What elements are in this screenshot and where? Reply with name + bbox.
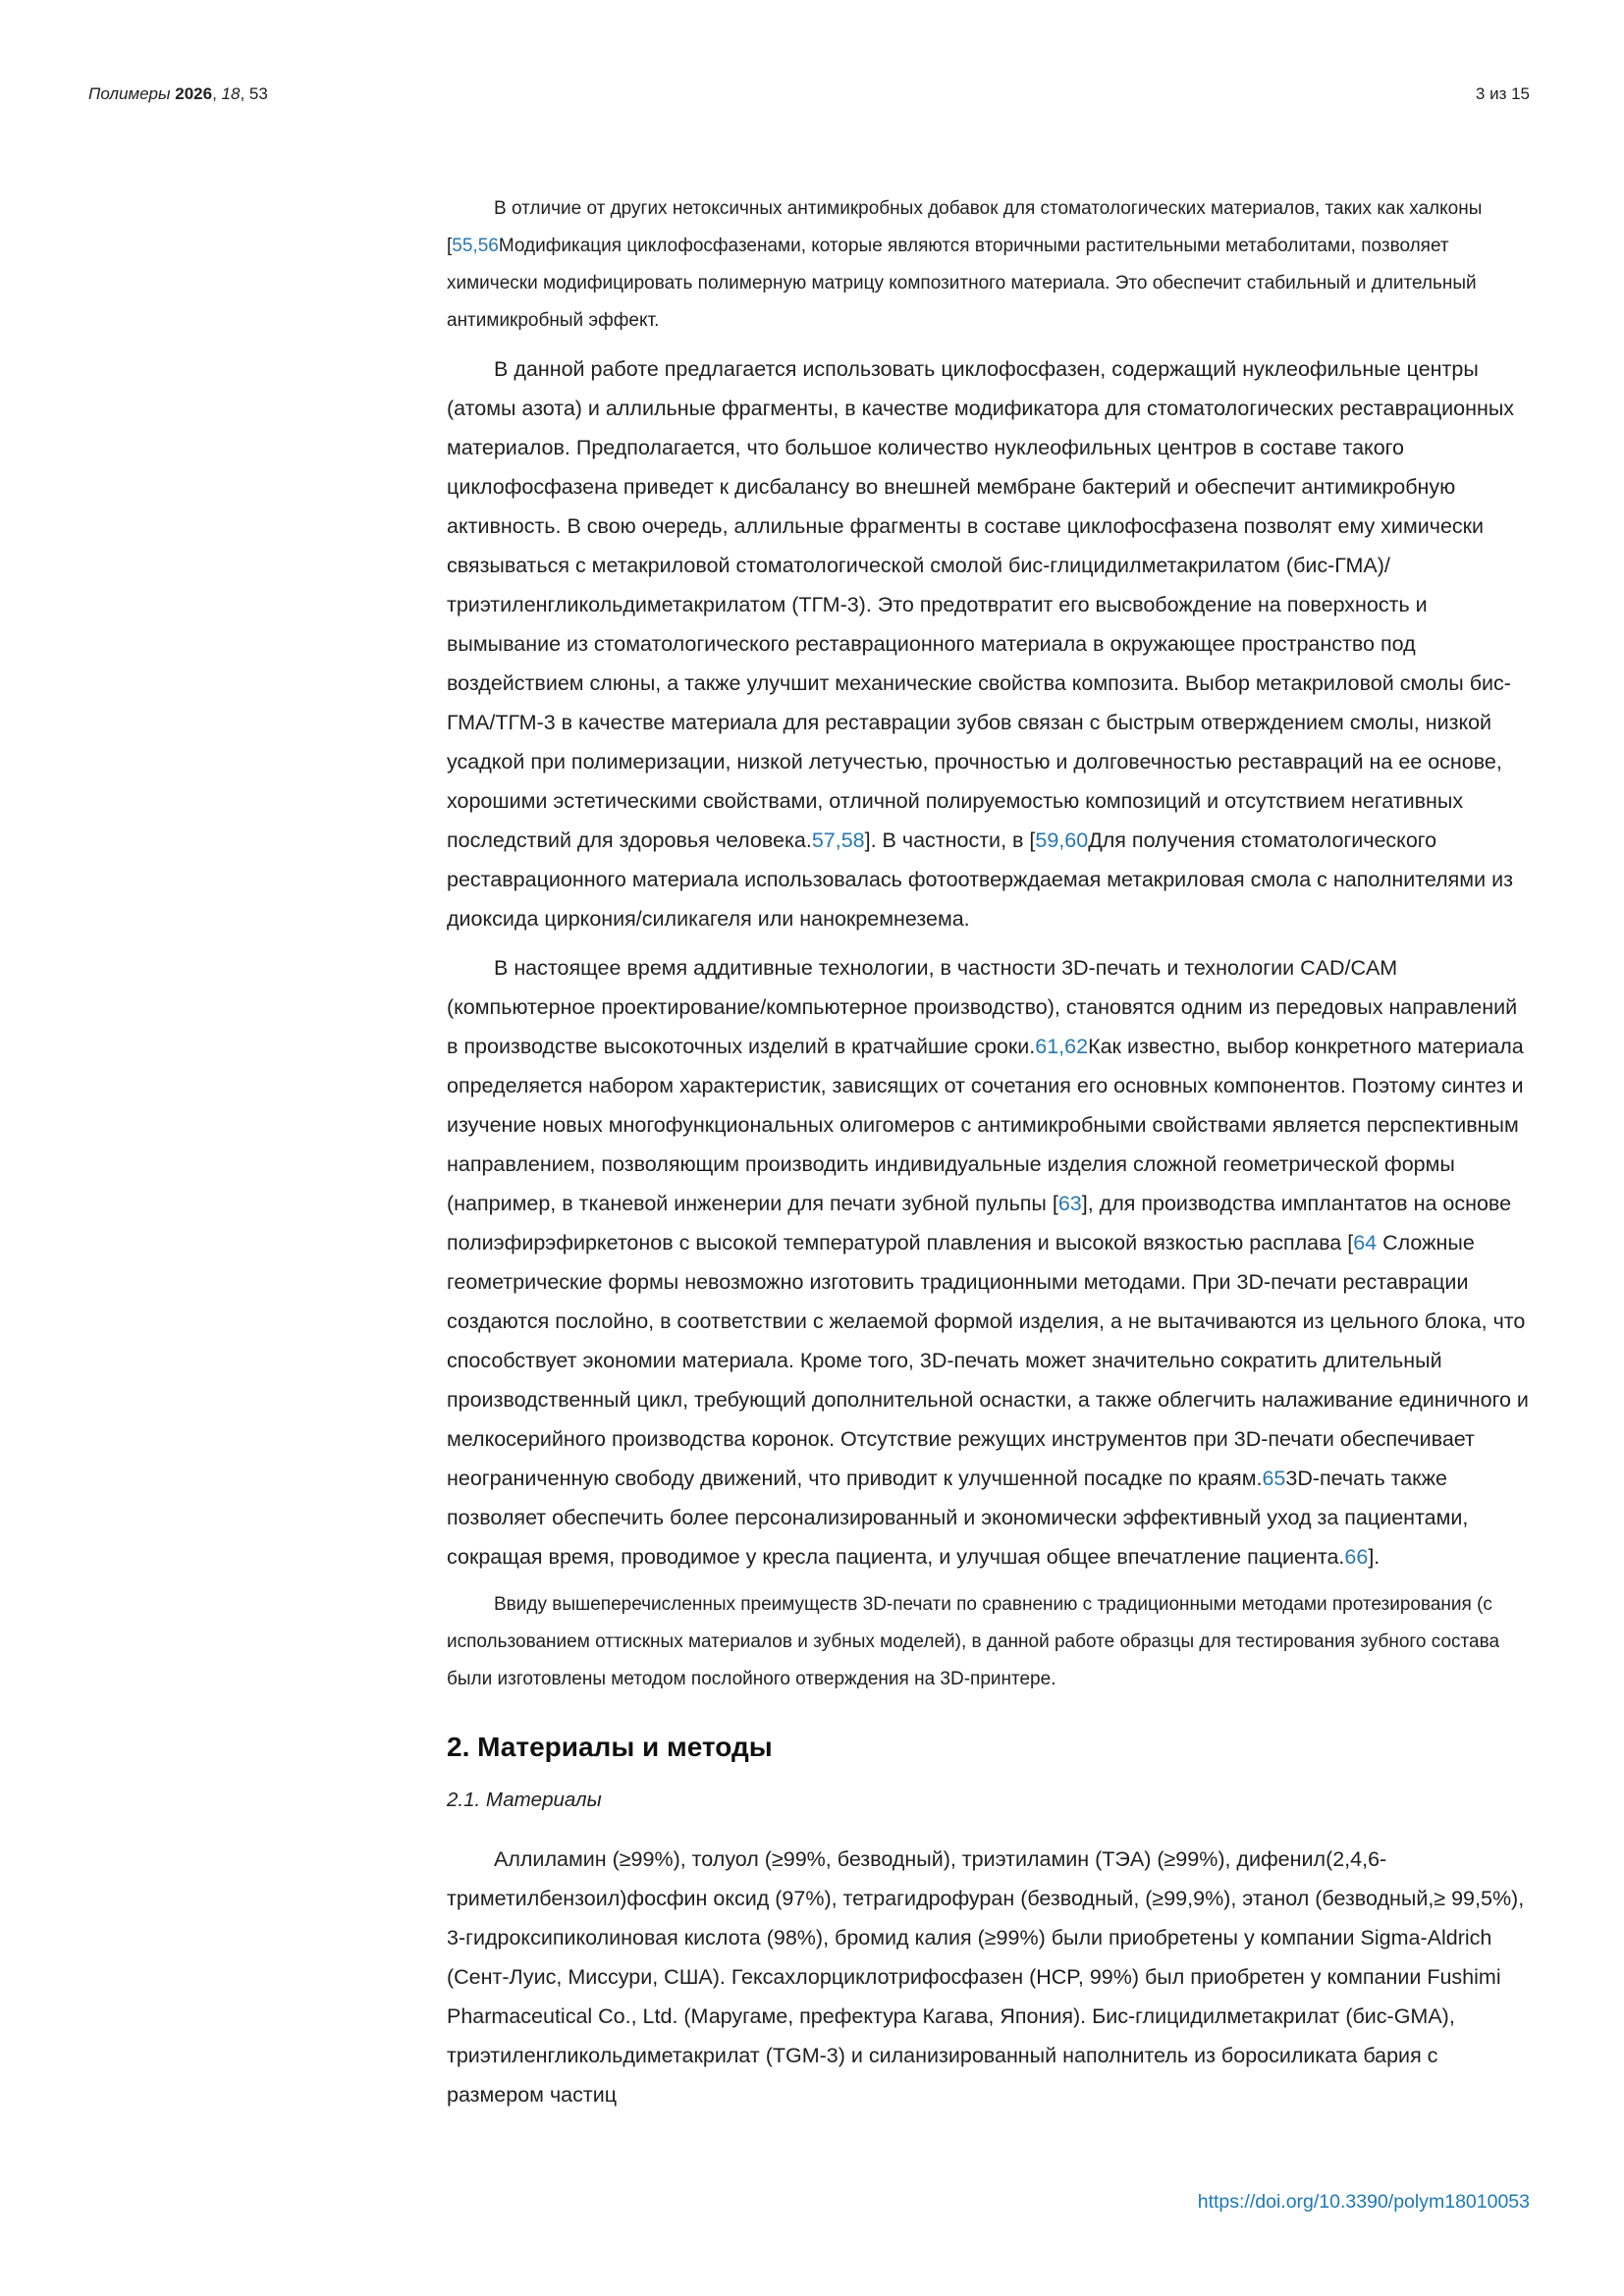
text-run: В отличие от других нетоксичных антимикробных добавок для стоматологических материалов, таких как халконы [	[447, 198, 1483, 256]
citation-link[interactable]: 61,62	[1035, 1035, 1089, 1058]
text-run: Для получения стоматологического реставрационного материала использовалась фотоотверждаемая метакриловая смола с наполнителями из диоксида циркония/силикагеля или нанокремнезема.	[447, 828, 1513, 931]
text-run: В данной работе предлагается использовать циклофосфазен, содержащий нуклеофильные центры (атомы азота) и аллильные фрагменты, в качестве модификатора для стоматологических реставрационных материалов. Предполагается, что большое количество нуклеофильных центров в составе такого циклофосфазена приведет к дисбалансу во внешней мембране бактерий и обеспечит антимикробную активность. В свою очередь, аллильные фрагменты в составе циклофосфазена позволят ему химически связываться с метакриловой стоматологической смолой бис-глицидилметакрилатом (бис-ГМА)/триэтиленгликольдиметакрилатом (ТГМ-3). Это предотвратит его высвобождение на поверхность и вымывание из стоматологического реставрационного материала в окружающее пространство под воздействием слюны, а также улучшит механические свойства композита. Выбор метакриловой смолы бис-ГМА/ТГМ-3 в качестве материала для реставрации зубов связан с быстрым отверждением смолы, низкой усадкой при полимеризации, низкой летучестью, прочностью и долговечностью реставраций на ее основе, хорошими эстетическими свойствами, отличной полируемостью композиций и отсутствием негативных последствий для здоровья человека.	[447, 357, 1515, 852]
citation-link[interactable]: 64	[1353, 1231, 1378, 1255]
section-heading-materials-methods: 2. Материалы и методы	[447, 1732, 773, 1762]
paragraph-cyclophosphazene-proposal	[447, 349, 1533, 938]
subsection-heading-materials: 2.1. Материалы	[447, 1789, 602, 1811]
separator: ,	[212, 84, 222, 103]
citation-link[interactable]: 66	[1344, 1545, 1369, 1569]
text-run: Сложные геометрические формы невозможно изготовить традиционными методами. При 3D-печати реставрации создаются послойно, в соответствии с желаемой формой изделия, а не вытачиваются из цельного блока, что способствует экономии материала. Кроме того, 3D-печать может значительно сократить длительный производственный цикл, требующий дополнительной оснастки, а также облегчить налаживание единичного и мелкосерийного производства коронок. Отсутствие режущих инструментов при 3D-печати обеспечивает неограниченную свободу движений, что приводит к улучшенной посадке по краям.	[447, 1231, 1529, 1490]
text-run: Модификация циклофосфазенами, которые являются вторичными растительными метаболитами, позволяет химически модифицировать полимерную матрицу композитного материала. Это обеспечит стабильный и длительный антимикробный эффект.	[447, 236, 1477, 331]
text-run: Как известно, выбор конкретного материала определяется набором характеристик, зависящих от сочетания его основных компонентов. Поэтому синтез и изучение новых многофункциональных олигомеров с антимикробными свойствами является перспективным направлением, позволяющим производить индивидуальные изделия сложной геометрической формы (например, в тканевой инженерии для печати зубной пульпы [	[447, 1035, 1524, 1215]
journal-year: 2026	[175, 84, 213, 103]
citation-link[interactable]: 57,58	[811, 828, 865, 852]
text-run: ]. В частности, в [	[864, 828, 1036, 852]
paragraph-additive-technologies	[447, 948, 1533, 1576]
text-run: Ввиду вышеперечисленных преимуществ 3D-печати по сравнению с традиционными методами протезирования (с использованием оттискных материалов и зубных моделей), в данной работе образцы для тестирования зубного состава были изготовлены методом послойного отверждения на 3D-принтере.	[447, 1594, 1500, 1689]
text-run: 3D-печать также позволяет обеспечить более персонализированный и экономически эффективный уход за пациентами, сокращая время, проводимое у кресла пациента, и улучшая общее впечатление пациента.	[447, 1467, 1469, 1569]
text-run: ].	[1368, 1545, 1380, 1569]
page-header	[88, 84, 1530, 104]
separator: ,	[240, 84, 249, 103]
citation-link[interactable]: 65	[1262, 1467, 1286, 1490]
running-head-citation	[88, 84, 268, 104]
journal-page-number: 53	[248, 84, 268, 103]
page-footer	[1198, 2191, 1530, 2214]
page-indicator: 3 из 15	[1475, 84, 1530, 103]
journal-name: Полимеры	[88, 84, 176, 103]
paragraph-materials-list	[447, 1840, 1533, 2114]
text-run: ], для производства имплантатов на основе полиэфирэфиркетонов с высокой температурой плавления и высокой вязкостью расплава [	[447, 1192, 1512, 1255]
citation-link[interactable]: 59,60	[1035, 828, 1089, 852]
paragraph-chalcones	[447, 190, 1533, 340]
doi-link[interactable]: https://doi.org/10.3390/polym18010053	[1197, 2191, 1530, 2213]
paragraph-3d-printing-advantages	[447, 1586, 1533, 1698]
journal-volume: 18	[221, 84, 241, 103]
citation-link[interactable]: 63	[1057, 1192, 1082, 1215]
text-run: Аллиламин (≥99%), толуол (≥99%, безводный), триэтиламин (ТЭА) (≥99%), дифенил(2,4,6-триметилбензоил)фосфин оксид (97%), тетрагидрофуран (безводный, (≥99,9%), этанол (безводный,≥ 99,5%), 3-гидроксипиколиновая кислота (98%), бромид калия (≥99%) были приобретены у компании Sigma-Aldrich (Сент-Луис, Миссури, США). Гексахлорциклотрифосфазен (HCP, 99%) был приобретен у компании Fushimi Pharmaceutical Co., Ltd. (Маругаме, префектура Кагава, Япония). Бис-глицидилметакрилат (бис-GMA), триэтиленгликольдиметакрилат (TGM-3) и силанизированный наполнитель из боросиликата бария с размером частиц	[447, 1847, 1525, 2107]
text-run: В настоящее время аддитивные технологии, в частности 3D-печать и технологии CAD/CAM (компьютерное проектирование/компьютерное производство), становятся одним из передовых направлений в производстве высокоточных изделий в кратчайшие сроки.	[447, 956, 1518, 1058]
article-body	[447, 190, 1533, 2124]
citation-link[interactable]: 55,56	[452, 236, 499, 256]
